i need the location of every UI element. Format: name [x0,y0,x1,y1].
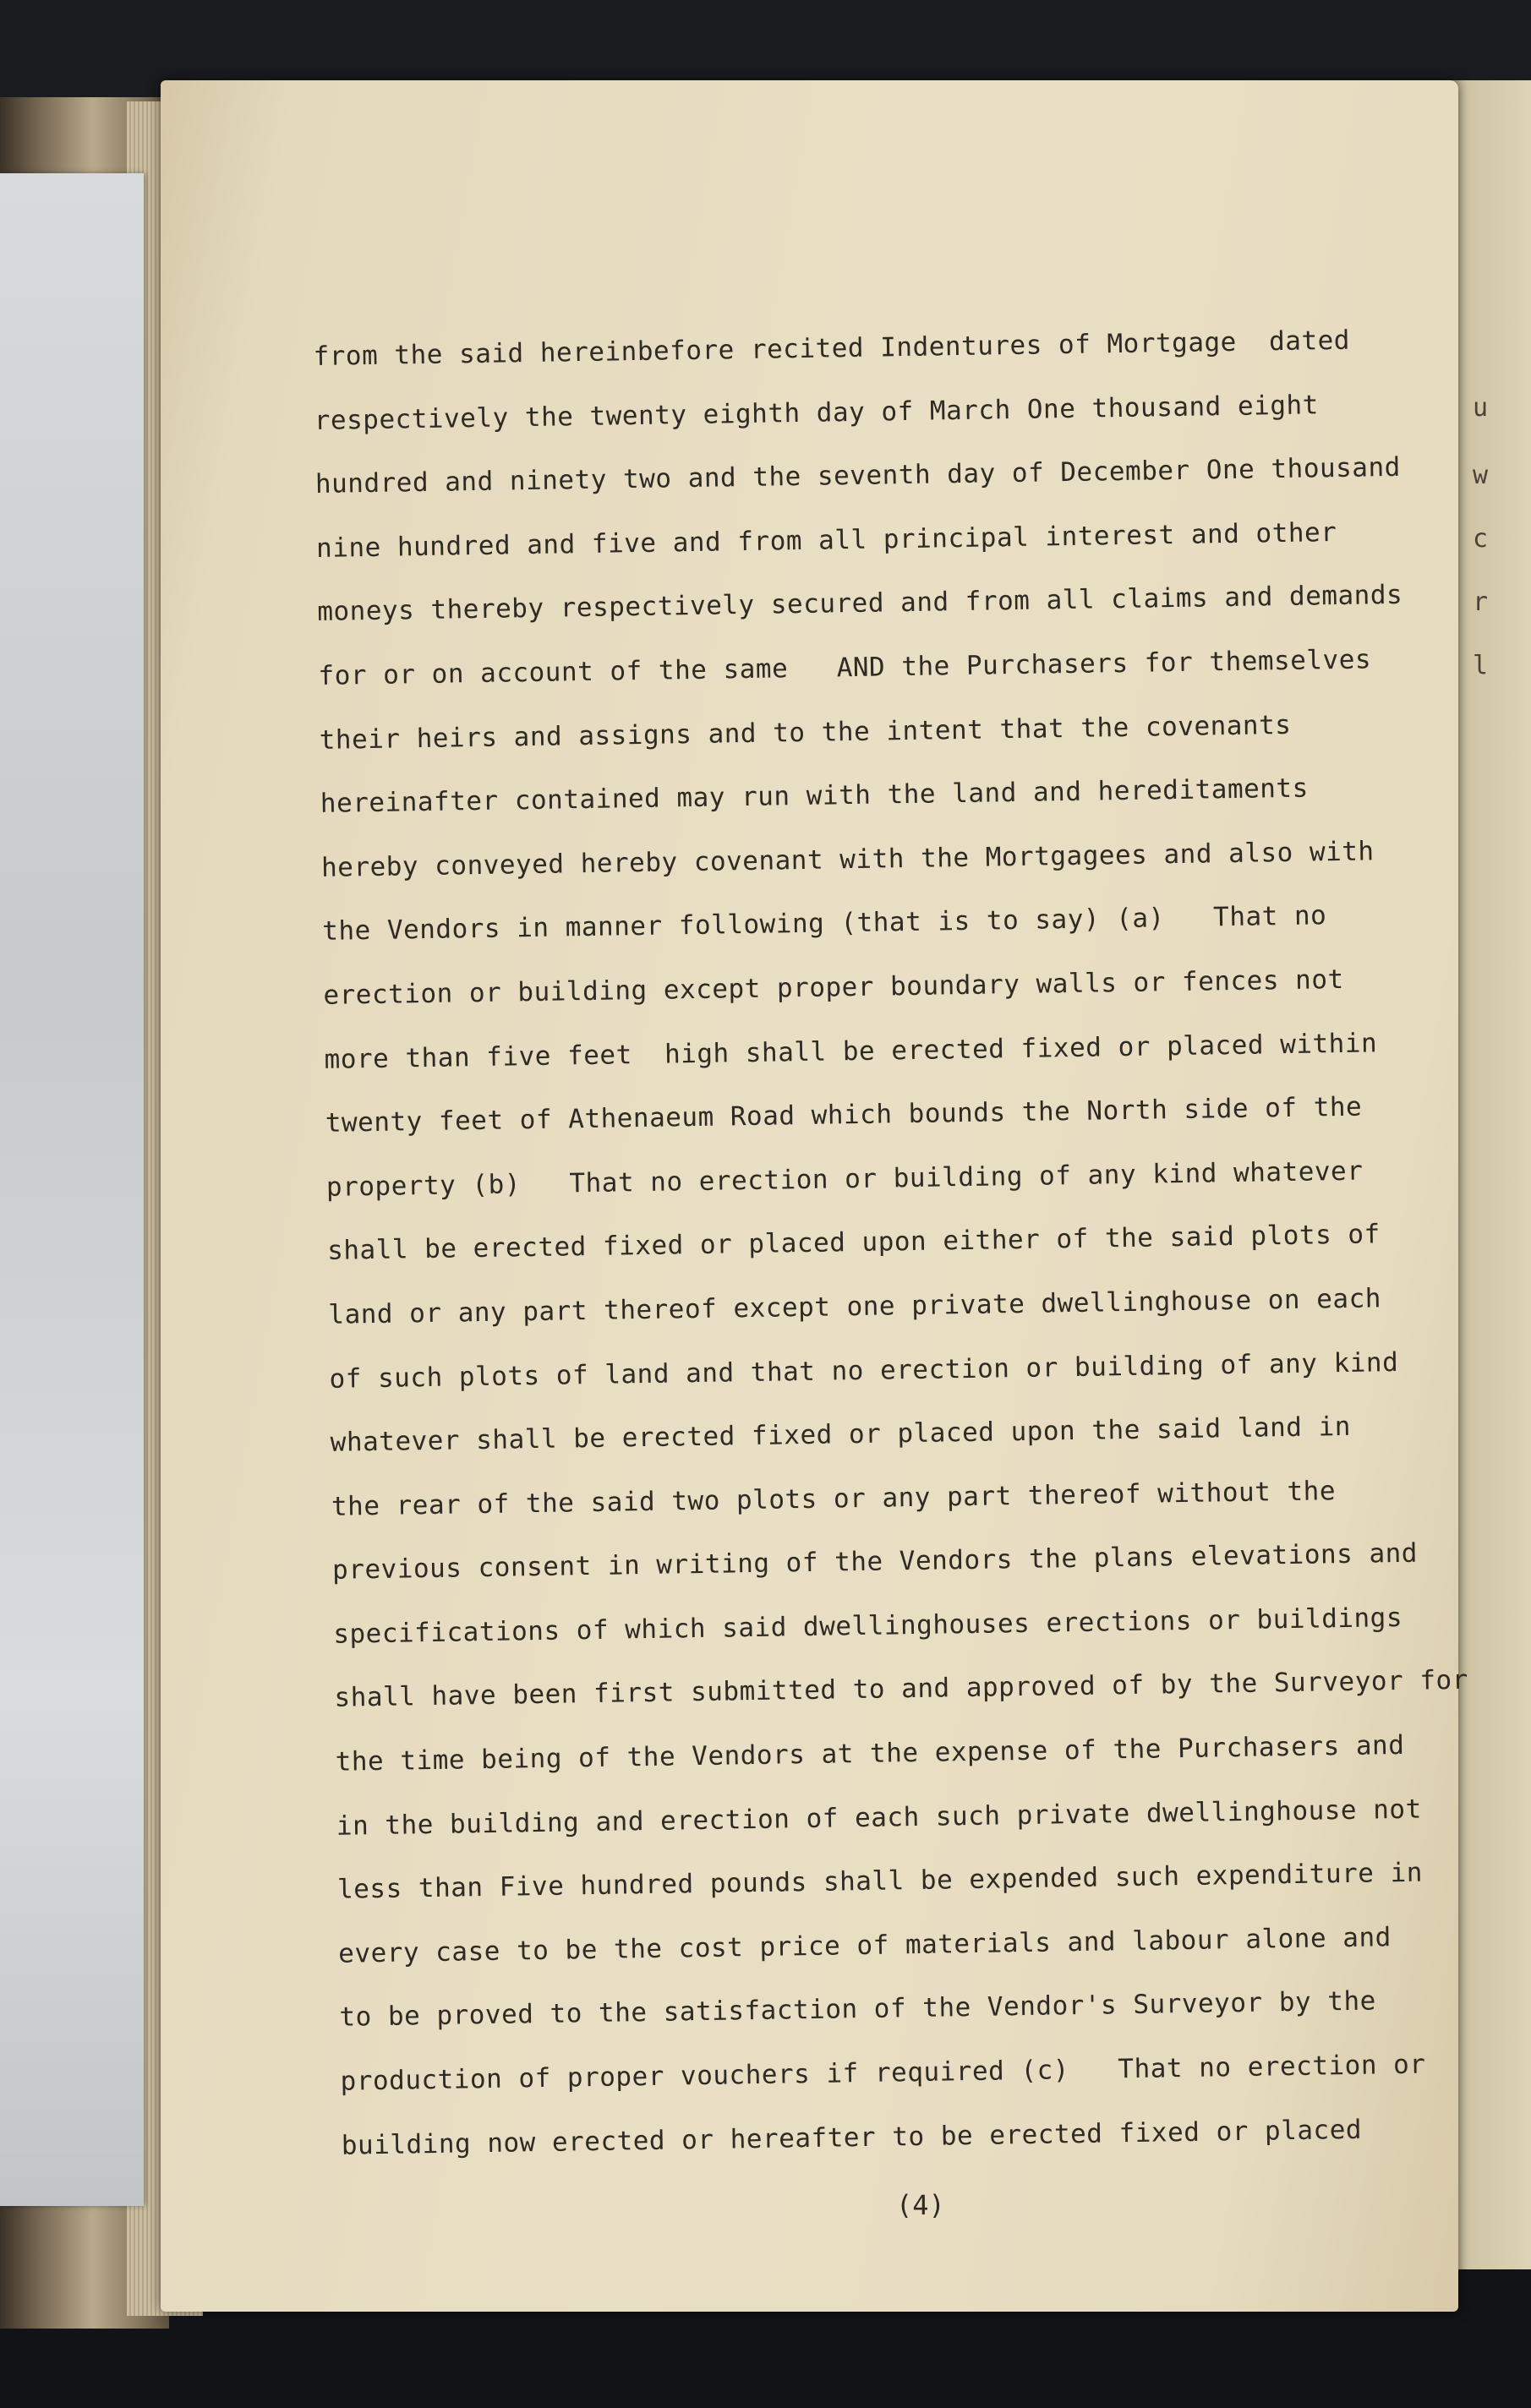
text-line: shall be erected fixed or placed upon either of the said plots of [326,1219,1381,1267]
text-line: whatever shall be erected fixed or placed upon the said land in [330,1411,1352,1458]
text-line: from the said hereinbefore recited Indentures of Mortgage dated [313,325,1351,372]
facing-page-fragment: l [1473,651,1489,680]
text-line: hereby conveyed hereby covenant with the Mortgagees and also with [320,836,1375,883]
text-line: shall have been first submitted to and approved of by the Surveyor for [334,1665,1469,1714]
text-line: the Vendors in manner following (that is to say) (a) That no [321,900,1327,947]
facing-page-fragment: c [1473,524,1489,554]
text-line: in the building and erection of each such private dwellinghouse not [336,1794,1422,1842]
text-line: to be proved to the satisfaction of the Vendor's Surveyor by the [339,1985,1377,2034]
text-line: nine hundred and five and from all principal interest and other [315,516,1337,564]
text-line: every case to be the cost price of materials and labour alone and [337,1922,1392,1969]
facing-page-fragment: w [1473,461,1489,490]
text-line: hundred and ninety two and the seventh day of December One thousand [314,451,1402,500]
text-line: the rear of the said two plots or any part thereof without the [331,1475,1337,1522]
text-line: erection or building except proper boundary walls or fences not [323,964,1344,1011]
facing-page-fragment: r [1473,587,1489,617]
text-line: land or any part thereof except one private dwellinghouse on each [328,1283,1382,1330]
text-line: for or on account of the same AND the Purchasers for themselves [318,644,1372,691]
text-line: the time being of the Vendors at the expense of the Purchasers and [335,1729,1405,1777]
text-line: specifications of which said dwellinghouses erections or buildings [333,1602,1403,1650]
page-number: (4) [896,2189,945,2221]
inserted-sheet [0,173,144,2206]
typed-text-body [313,308,1474,2178]
text-line: building now erected or hereafter to be erected fixed or placed [341,2114,1363,2161]
facing-page-fragment: u [1473,393,1489,423]
text-line: of such plots of land and that no erection or building of any kind [329,1346,1399,1395]
text-line: moneys thereby respectively secured and from all claims and demands [317,580,1403,628]
text-line: previous consent in writing of the Vendors the plans elevations and [331,1537,1419,1586]
text-line: more than five feet high shall be erected fixed or placed within [324,1027,1378,1075]
text-line: their heirs and assigns and to the intent that the covenants [319,709,1292,756]
text-line: property (b) That no erection or building of any kind whatever [325,1155,1364,1203]
text-line: respectively the twenty eighth day of March One thousand eight [314,389,1320,436]
text-line: production of proper vouchers if required (c) That no erection or [340,2049,1426,2097]
text-line: less than Five hundred pounds shall be expended such expenditure in [336,1857,1424,1906]
text-line: hereinafter contained may run with the land and hereditaments [320,773,1310,820]
text-line: twenty feet of Athenaeum Road which bounds the North side of the [325,1091,1363,1139]
